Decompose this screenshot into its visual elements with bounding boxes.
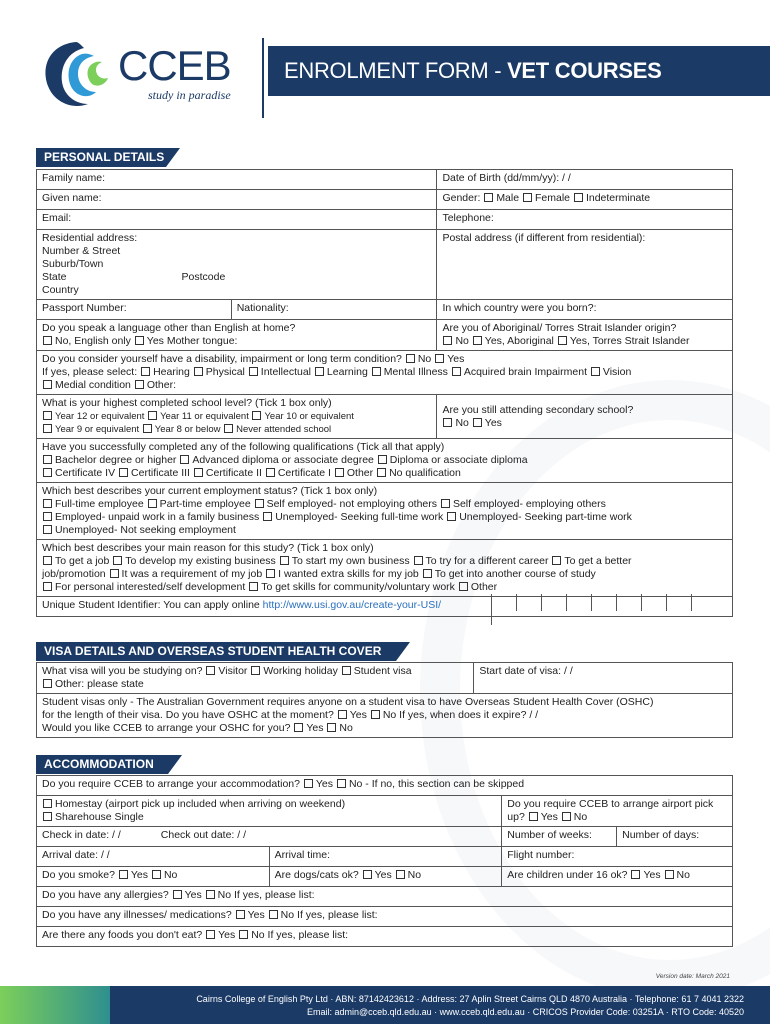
reason-other-checkbox[interactable]: [459, 582, 468, 591]
aboriginal-yes-checkbox[interactable]: [473, 336, 482, 345]
gender-male-checkbox[interactable]: [484, 193, 493, 202]
aboriginal-no-checkbox[interactable]: [443, 336, 452, 345]
arrival-time-field[interactable]: Arrival time:: [269, 847, 502, 867]
form-title-bar: [268, 46, 770, 96]
residential-address-field[interactable]: Residential address: Number & Street Suburb/Town State Postcode Country: [37, 230, 437, 300]
foods-yes-checkbox[interactable]: [206, 930, 215, 939]
not-seeking-checkbox[interactable]: [43, 525, 52, 534]
arrival-date-field[interactable]: Arrival date: / /: [37, 847, 270, 867]
self-employed-no-staff-checkbox[interactable]: [255, 499, 264, 508]
illness-yes-checkbox[interactable]: [236, 910, 245, 919]
birth-country-field[interactable]: In which country were you born?:: [437, 300, 733, 320]
physical-checkbox[interactable]: [194, 367, 203, 376]
reason-extra-skills-checkbox[interactable]: [266, 569, 275, 578]
language-yes-checkbox[interactable]: [135, 336, 144, 345]
intellectual-checkbox[interactable]: [249, 367, 258, 376]
dob-field[interactable]: Date of Birth (dd/mm/yy): / /: [437, 170, 733, 190]
version-date: Version date: March 2021: [655, 973, 730, 980]
header-divider: [262, 38, 264, 118]
disability-other-checkbox[interactable]: [135, 380, 144, 389]
reason-own-business-checkbox[interactable]: [280, 556, 289, 565]
airport-no-checkbox[interactable]: [562, 812, 571, 821]
cert3-checkbox[interactable]: [119, 468, 128, 477]
illness-no-checkbox[interactable]: [269, 910, 278, 919]
brain-impairment-checkbox[interactable]: [452, 367, 461, 376]
visa-type-question: What visa will you be studying on? Visitor Working holiday Student visa Other: please state: [37, 663, 474, 694]
family-name-field[interactable]: Family name:: [37, 170, 437, 190]
visa-start-date-field[interactable]: Start date of visa: / /: [474, 663, 733, 694]
logo-wordmark: CCEB: [118, 42, 231, 89]
usi-boxes[interactable]: [491, 597, 733, 625]
reason-requirement-checkbox[interactable]: [110, 569, 119, 578]
sharehouse-checkbox[interactable]: [43, 812, 52, 821]
unemployed-part-time-checkbox[interactable]: [447, 512, 456, 521]
cert2-checkbox[interactable]: [194, 468, 203, 477]
vision-checkbox[interactable]: [591, 367, 600, 376]
personal-details-table: [36, 169, 733, 617]
disability-no-checkbox[interactable]: [406, 354, 415, 363]
foods-question: Are there any foods you don't eat? Yes No If yes, please list:: [37, 927, 733, 947]
postal-address-field[interactable]: Postal address (if different from residential):: [437, 230, 733, 300]
oshc-yes-checkbox[interactable]: [338, 710, 347, 719]
aboriginal-question: Are you of Aboriginal/ Torres Strait Islander origin? No Yes, Aboriginal Yes, Torres Strait Islander: [437, 320, 733, 351]
secondary-school-question: Are you still attending secondary school? No Yes: [437, 395, 733, 439]
reason-personal-checkbox[interactable]: [43, 582, 52, 591]
accommodation-no-checkbox[interactable]: [337, 779, 346, 788]
section-heading-personal: PERSONAL DETAILS: [36, 148, 166, 167]
gender-indeterminate-checkbox[interactable]: [574, 193, 583, 202]
cert1-checkbox[interactable]: [266, 468, 275, 477]
qualifications-question: Have you successfully completed any of the following qualifications (Tick all that apply) Bachelor degree or higher Advanced diploma or associate degree Diploma or associate diploma Certificate IV Certificate III Certificate II Certificate I Other No qualification: [37, 439, 733, 483]
accommodation-table: [36, 775, 733, 947]
school-level-question: What is your highest completed school level? (Tick 1 box only) Year 12 or equivalent Year 11 or equivalent Year 10 or equivalent Year 9 or equivalent Year 8 or below Never attended school: [37, 395, 437, 439]
oshc-no-checkbox[interactable]: [371, 710, 380, 719]
footer-bar: [0, 986, 770, 1024]
foods-no-checkbox[interactable]: [239, 930, 248, 939]
disability-yes-checkbox[interactable]: [435, 354, 444, 363]
section-heading-visa: VISA DETAILS AND OVERSEAS STUDENT HEALTH COVER: [36, 642, 396, 661]
medical-condition-checkbox[interactable]: [43, 380, 52, 389]
passport-field[interactable]: Passport Number:: [37, 300, 232, 320]
homestay-checkbox[interactable]: [43, 799, 52, 808]
footer-accent: [0, 986, 110, 1024]
gender-field: Gender: Male Female Indeterminate: [437, 190, 733, 210]
student-visa-checkbox[interactable]: [342, 666, 351, 675]
children-question: Are children under 16 ok? Yes No: [502, 867, 733, 887]
reason-career-checkbox[interactable]: [414, 556, 423, 565]
days-field[interactable]: Number of days:: [617, 827, 733, 847]
children-yes-checkbox[interactable]: [631, 870, 640, 879]
flight-number-field[interactable]: Flight number:: [502, 847, 733, 867]
accommodation-question: Do you require CCEB to arrange your accommodation? Yes No - If no, this section can be skipped: [37, 776, 733, 796]
reason-job-checkbox[interactable]: [43, 556, 52, 565]
allergies-yes-checkbox[interactable]: [173, 890, 182, 899]
email-field[interactable]: Email:: [37, 210, 437, 230]
unemployed-full-time-checkbox[interactable]: [263, 512, 272, 521]
allergies-no-checkbox[interactable]: [206, 890, 215, 899]
arrange-oshc-yes-checkbox[interactable]: [294, 723, 303, 732]
self-employed-staff-checkbox[interactable]: [441, 499, 450, 508]
year12-checkbox[interactable]: [43, 411, 52, 420]
accommodation-yes-checkbox[interactable]: [304, 779, 313, 788]
reason-another-course-checkbox[interactable]: [423, 569, 432, 578]
no-qualification-checkbox[interactable]: [377, 468, 386, 477]
accommodation-type: Homestay (airport pick up included when arriving on weekend) Sharehouse Single: [37, 796, 502, 827]
hearing-checkbox[interactable]: [141, 367, 150, 376]
children-no-checkbox[interactable]: [665, 870, 674, 879]
year9-checkbox[interactable]: [43, 424, 52, 433]
usi-row: Unique Student Identifier: You can apply online http://www.usi.gov.au/create-your-USI/: [37, 597, 733, 617]
year8-checkbox[interactable]: [143, 424, 152, 433]
reason-promotion-checkbox[interactable]: [552, 556, 561, 565]
language-no-checkbox[interactable]: [43, 336, 52, 345]
gender-female-checkbox[interactable]: [523, 193, 532, 202]
footer-line-1: Cairns College of English Pty Ltd · ABN: 87142423612 · Address: 27 Aplin Street Cairns QLD 4870 Australia · Telephone: 61 7 4041 2322: [196, 994, 744, 1004]
section-heading-accommodation: ACCOMMODATION: [36, 755, 168, 774]
telephone-field[interactable]: Telephone:: [437, 210, 733, 230]
pets-question: Are dogs/cats ok? Yes No: [269, 867, 502, 887]
bachelor-checkbox[interactable]: [43, 455, 52, 464]
study-reason-question: Which best describes your main reason for this study? (Tick 1 box only) To get a job To develop my existing business To start my own business To try for a different career To get a better job/promotion It was a requirement of my job I wanted extra skills for my job To get into another course of study For personal interested/self development To get skills for community/voluntary work Other: [37, 540, 733, 597]
year11-checkbox[interactable]: [148, 411, 157, 420]
reason-business-checkbox[interactable]: [113, 556, 122, 565]
cceb-logo: [36, 34, 246, 114]
cert4-checkbox[interactable]: [43, 468, 52, 477]
torres-strait-checkbox[interactable]: [558, 336, 567, 345]
logo-tagline: study in paradise: [148, 88, 231, 102]
visitor-visa-checkbox[interactable]: [206, 666, 215, 675]
nationality-field[interactable]: Nationality:: [231, 300, 437, 320]
reason-community-checkbox[interactable]: [249, 582, 258, 591]
pets-no-checkbox[interactable]: [396, 870, 405, 879]
weeks-field[interactable]: Number of weeks:: [502, 827, 617, 847]
advanced-diploma-checkbox[interactable]: [180, 455, 189, 464]
unpaid-family-checkbox[interactable]: [43, 512, 52, 521]
logo-swirl-icon: [36, 34, 116, 114]
footer-line-2: Email: admin@cceb.qld.edu.au · www.cceb.qld.edu.au · CRICOS Provider Code: 03251A · RTO Code: 40520: [306, 1007, 744, 1017]
visa-other-checkbox[interactable]: [43, 679, 52, 688]
language-question: Do you speak a language other than English at home? No, English only Yes Mother tongue:: [37, 320, 437, 351]
employment-question: Which best describes your current employment status? (Tick 1 box only) Full-time employee Part-time employee Self employed- not employing others Self employed- employing others Employed- unpaid work in a family business Unemployed- Seeking full-time work Unemployed- Seeking part-time work Unemployed- Not seeking employment: [37, 483, 733, 540]
airport-pickup-question: Do you require CCEB to arrange airport pick up? Yes No: [502, 796, 733, 827]
oshc-question: Student visas only - The Australian Government requires anyone on a student visa to have Overseas Student Health Cover (OSHC) for the length of their visa. Do you have OSHC at the moment? Yes No If yes, when does it expire? / / Would you like CCEB to arrange your OSHC for you? Yes No: [37, 694, 733, 738]
secondary-yes-checkbox[interactable]: [473, 418, 482, 427]
usi-link[interactable]: http://www.usi.gov.au/create-your-USI/: [262, 599, 442, 611]
qual-other-checkbox[interactable]: [335, 468, 344, 477]
form-title: ENROLMENT FORM - VET COURSES: [284, 58, 662, 83]
never-attended-checkbox[interactable]: [224, 424, 233, 433]
learning-checkbox[interactable]: [315, 367, 324, 376]
secondary-no-checkbox[interactable]: [443, 418, 452, 427]
mental-illness-checkbox[interactable]: [372, 367, 381, 376]
arrange-oshc-no-checkbox[interactable]: [327, 723, 336, 732]
allergies-question: Do you have any allergies? Yes No If yes, please list:: [37, 887, 733, 907]
pets-yes-checkbox[interactable]: [363, 870, 372, 879]
part-time-checkbox[interactable]: [148, 499, 157, 508]
airport-yes-checkbox[interactable]: [529, 812, 538, 821]
smoke-question: Do you smoke? Yes No: [37, 867, 270, 887]
visa-table: [36, 662, 733, 738]
working-holiday-checkbox[interactable]: [251, 666, 260, 675]
illness-question: Do you have any illnesses/ medications? Yes No If yes, please list:: [37, 907, 733, 927]
disability-question: Do you consider yourself have a disability, impairment or long term condition? No Yes If yes, please select: Hearing Physical Intellectual Learning Mental Illness Acquired brain Impairment Vision Medial condition Other:: [37, 351, 733, 395]
smoke-no-checkbox[interactable]: [152, 870, 161, 879]
given-name-field[interactable]: Given name:: [37, 190, 437, 210]
year10-checkbox[interactable]: [252, 411, 261, 420]
diploma-checkbox[interactable]: [378, 455, 387, 464]
smoke-yes-checkbox[interactable]: [119, 870, 128, 879]
full-time-checkbox[interactable]: [43, 499, 52, 508]
check-dates-row[interactable]: Check in date: / / Check out date: / /: [37, 827, 502, 847]
